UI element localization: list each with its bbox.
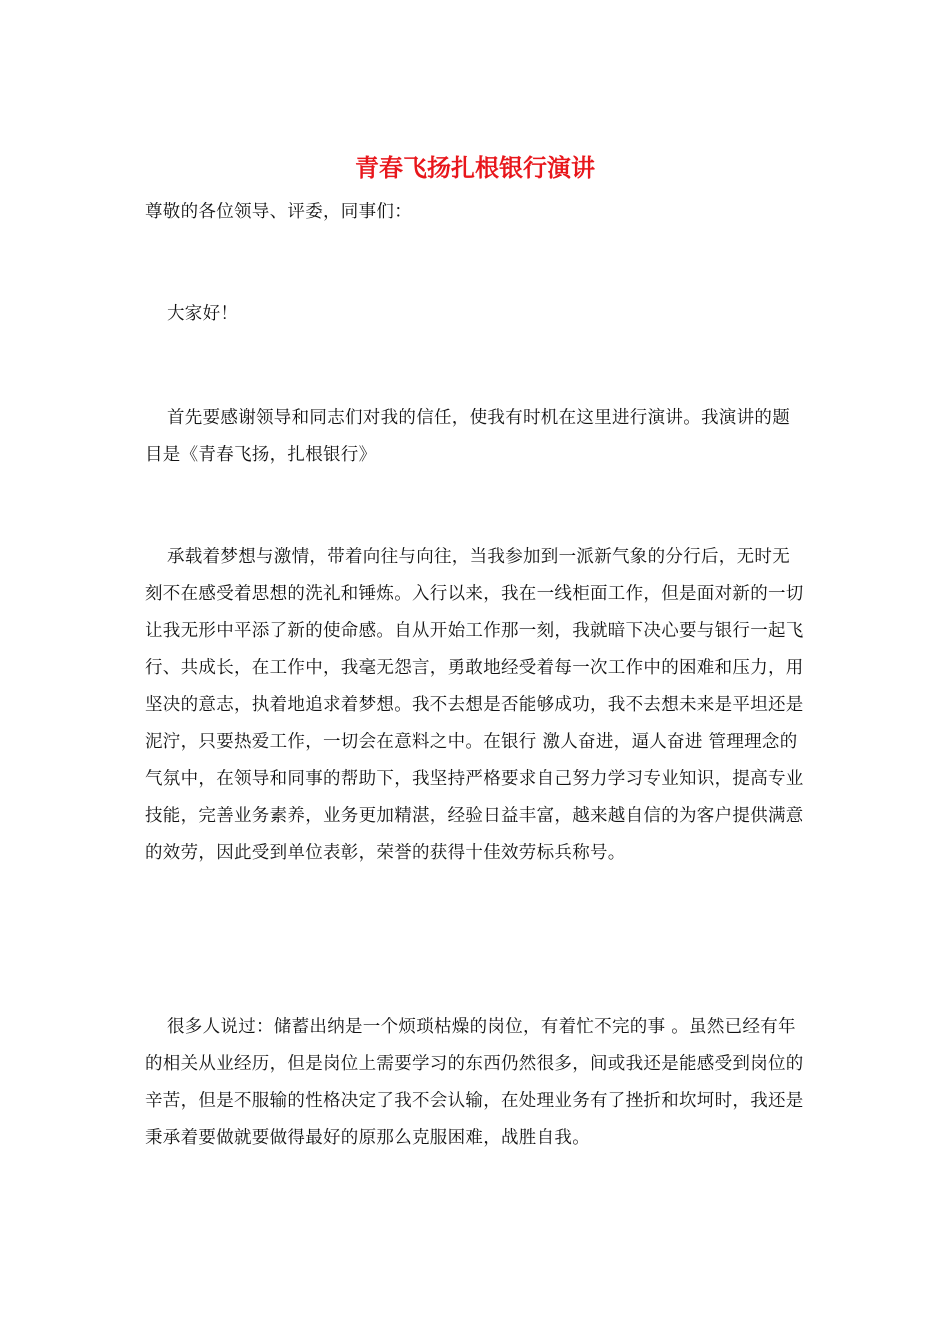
document-title: 青春飞扬扎根银行演讲 bbox=[355, 153, 595, 182]
paragraph-cashier-role: 很多人说过：储蓄出纳是一个烦琐枯燥的岗位，有着忙不完的事 。虽然已经有年的相关从业经历，但是岗位上需要学习的东西仍然很多，间或我还是能感受到岗位的辛苦，但是不服输的性格决定了我不会认输，在处理业务有了挫折和坎坷时，我还是秉承着要做就要做得最好的原那么克服困难，战胜自我。 bbox=[145, 1017, 804, 1148]
salutation: 尊敬的各位领导、评委，同事们： bbox=[145, 202, 412, 222]
paragraph-work-experience: 承载着梦想与激情，带着向往与向往，当我参加到一派新气象的分行后，无时无刻不在感受着思想的洗礼和锤炼。入行以来，我在一线柜面工作，但是面对新的一切让我无形中平添了新的使命感。自从开始工作那一刻，我就暗下决心要与银行一起飞行、共成长，在工作中，我毫无怨言，勇敢地经受着每一次工作中的困难和压力，用坚决的意志，执着地追求着梦想。我不去想是否能够成功，我不去想未来是平坦还是泥泞，只要热爱工作，一切会在意料之中。在银行 激人奋进，逼人奋进 管理理念的气氛中，在领导和同事的帮助下，我坚持严格要求自己努力学习专业知识，提高专业技能，完善业务素养，业务更加精湛，经验日益丰富，越来越自信的为客户提供满意的效劳，因此受到单位表彰，荣誉的获得十佳效劳标兵称号。 bbox=[145, 547, 804, 863]
greeting: 大家好！ bbox=[167, 304, 239, 324]
paragraph-intro: 首先要感谢领导和同志们对我的信任，使我有时机在这里进行演讲。我演讲的题目是《青春飞扬，扎根银行》 bbox=[145, 408, 790, 465]
